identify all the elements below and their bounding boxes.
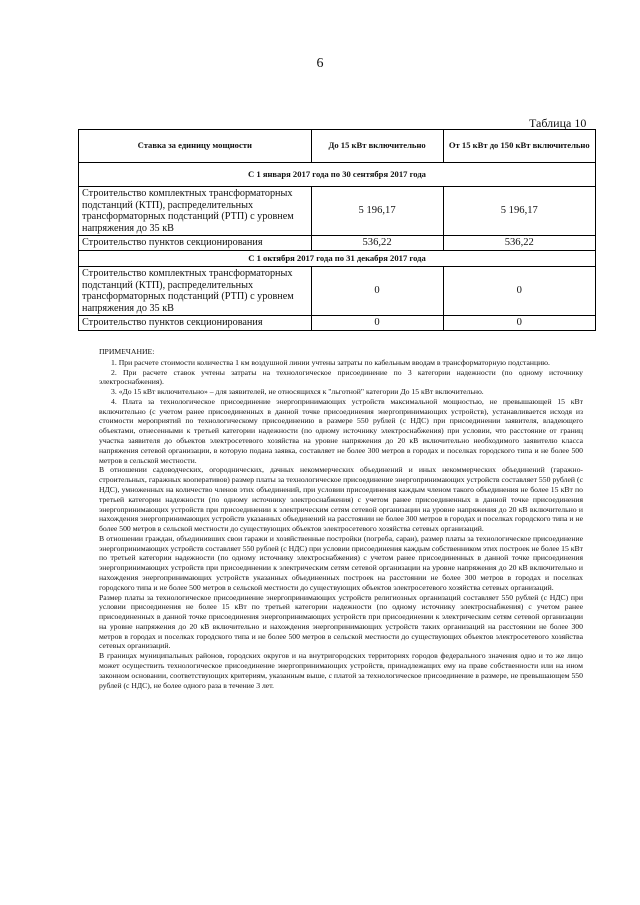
note-paragraph: 2. При расчете ставок учтены затраты на технологическое присоединение по 3 категории надежности (по одному источнику электроснабжения). (99, 367, 583, 387)
table-row (79, 236, 596, 251)
period-1-label: С 1 января 2017 года по 30 сентября 2017 года (79, 163, 596, 187)
header-up-to-15kw: До 15 кВт включительно (311, 130, 443, 163)
row-name: Строительство комплектных трансформаторных подстанций (КТП), распределительных трансформаторных подстанций (РТП) с уровнем напряжения до 35 кВ (79, 267, 312, 316)
table-row (79, 316, 596, 331)
row-value-up-to-15kw: 5 196,17 (311, 187, 443, 236)
notes-section (99, 347, 583, 690)
table-row (79, 187, 596, 236)
header-rate: Ставка за единицу мощности (79, 130, 312, 163)
period-row (79, 163, 596, 187)
note-paragraph: Размер платы за технологическое присоединение энергопринимающих устройств религиозных организаций составляет 550 рублей (с НДС) при условии присоединения не более 15 кВт по третьей категории надежности (по одному источнику электроснабжения) с учетом ранее присоединенных в данной точке присоединения энергопринимающих устройств при присоединении к электрическим сетям сетевой организации на уровне напряжения до 20 кВ включительно и нахождения энергопринимающих устройств таких организаций на расстоянии не более 300 метров в городах и поселках городского типа и не более 500 метров в сельской местности до существующих объектов электросетевого хозяйства сетевых организаций. (99, 592, 583, 651)
period-2-label: С 1 октября 2017 года по 31 декабря 2017 года (79, 251, 596, 267)
rates-table (78, 129, 596, 331)
note-paragraph: В отношении садоводческих, огороднических, дачных некоммерческих объединений и иных некоммерческих объединений (гаражно-строительных, гаражных кооперативов) размер платы за технологическое присоединение энергопринимающих устройств составляет 550 рублей (с НДС), умноженных на количество членов этих объединений, при условии присоединения каждым членом такого объединения не более 15 кВт по третьей категории надежности (по одному источнику электроснабжения) с учетом ранее присоединенных в данной точке присоединения энергопринимающих устройств при присоединении к электрическим сетям сетевой организации на уровне напряжения до 20 кВ включительно и нахождения энергопринимающих устройств указанных объединений на расстоянии не более 300 метров в городах и поселках городского типа и не более 500 метров в сельской местности до существующих объектов электросетевого хозяйства сетевых организаций. (99, 465, 583, 534)
row-name: Строительство комплектных трансформаторных подстанций (КТП), распределительных трансформаторных подстанций (РТП) с уровнем напряжения до 35 кВ (79, 187, 312, 236)
period-row (79, 251, 596, 267)
table-row (79, 267, 596, 316)
table-header-row (79, 130, 596, 163)
row-value-15-150kw: 0 (443, 267, 595, 316)
header-15-150kw: От 15 кВт до 150 кВт включительно (443, 130, 595, 163)
note-paragraph: В границах муниципальных районов, городских округов и на внутригородских территориях городов федерального значения одно и то же лицо может осуществить технологическое присоединение энергопринимающих устройств, принадлежащих ему на праве собственности или на ином законном основании, соответствующих критериям, указанным выше, с платой за технологическое присоединение в размере, не превышающем 550 рублей (с НДС), не более одного раза в течение 3 лет. (99, 651, 583, 690)
row-value-15-150kw: 0 (443, 316, 595, 331)
table-caption: Таблица 10 (529, 116, 587, 130)
note-paragraph: 4. Плата за технологическое присоединение энергопринимающих устройств максимальной мощностью, не превышающей 15 кВт включительно (с учетом ранее присоединенных в данной точке присоединения энергопринимающих устройств), устанавливается исходя из стоимости мероприятий по технологическому присоединению в размере 550 рублей (с НДС) при присоединении заявителя, владеющего объектами, отнесенными к третьей категории надежности (по одному источнику электроснабжения) при условии, что расстояние от границ участка заявителя до объектов электросетевого хозяйства на уровне напряжения до 20 кВ включительно необходимого заявителю класса напряжения сетевой организации, в которую подана заявка, составляет не более 300 метров в городах и поселках городского типа и не более 500 метров в сельской местности. (99, 396, 583, 465)
row-value-up-to-15kw: 536,22 (311, 236, 443, 251)
note-paragraph: 3. «До 15 кВт включительно» – для заявителей, не относящихся к "льготной" категории До 15 кВт включительно. (111, 387, 484, 397)
page-number: 6 (316, 56, 324, 71)
row-name: Строительство пунктов секционирования (79, 316, 312, 331)
row-name: Строительство пунктов секционирования (79, 236, 312, 251)
note-paragraph: 1. При расчете стоимости количества 1 км воздушной линии учтены затраты по кабельным вводам в трансформаторную подстанцию. (111, 357, 550, 367)
notes-title: ПРИМЕЧАНИЕ: (99, 347, 155, 356)
row-value-15-150kw: 536,22 (443, 236, 595, 251)
row-value-up-to-15kw: 0 (311, 316, 443, 331)
row-value-up-to-15kw: 0 (311, 267, 443, 316)
row-value-15-150kw: 5 196,17 (443, 187, 595, 236)
note-paragraph: В отношении граждан, объединивших свои гаражи и хозяйственные постройки (погреба, сараи), размер платы за технологическое присоединение энергопринимающих устройств составляет 550 рублей (с НДС) при условии присоединения каждым собственником этих построек не более 15 кВт по третьей категории надежности (по одному источнику электроснабжения) с учетом ранее присоединенных в данной точке присоединения энергопринимающих устройств при присоединении к электрическим сетям сетевой организации на уровне напряжения до 20 кВ включительно и нахождения энергопринимающих устройств указанных объединенных построек на расстоянии не более 300 метров в городах и поселках городского типа и не более 500 метров в сельской местности до существующих объектов электросетевого хозяйства сетевых организаций. (99, 533, 583, 592)
